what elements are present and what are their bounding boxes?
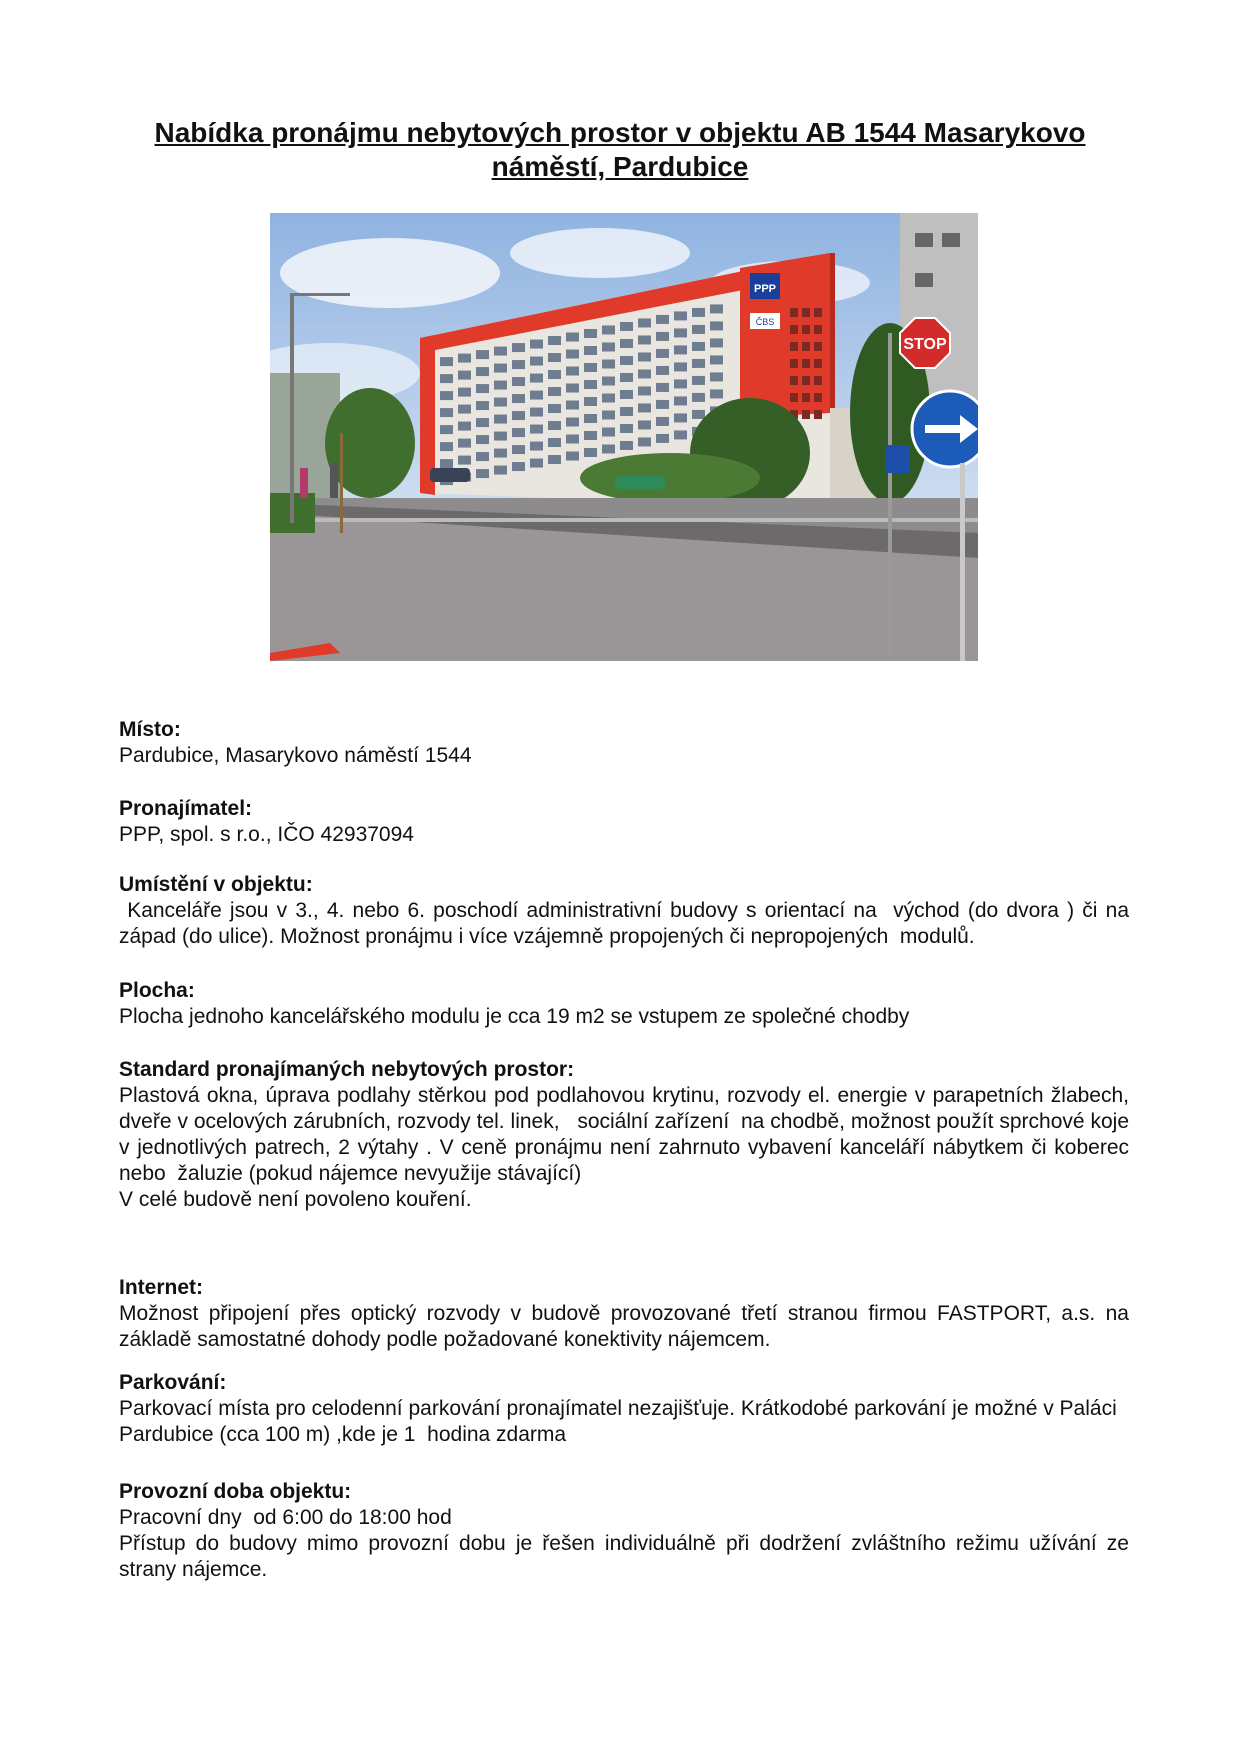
building-window — [802, 325, 810, 334]
building-window — [814, 393, 822, 402]
section-paragraph: Pracovní dny od 6:00 do 18:00 hod — [119, 1506, 452, 1529]
building-window — [440, 357, 453, 366]
building-window — [710, 304, 723, 313]
building-window — [674, 311, 687, 320]
building-window — [790, 342, 798, 351]
building-window — [692, 376, 705, 385]
building-window — [638, 318, 651, 327]
building-window — [638, 335, 651, 344]
building-window — [494, 398, 507, 407]
building-window — [584, 329, 597, 338]
building-window — [674, 328, 687, 337]
building-window — [802, 342, 810, 351]
building-window — [692, 359, 705, 368]
building-window — [494, 415, 507, 424]
title-line-1: Nabídka pronájmu nebytových prostor v objektu AB 1544 Masarykovo — [154, 117, 1086, 148]
building-window — [656, 417, 669, 426]
building-window — [710, 389, 723, 398]
building-window — [638, 403, 651, 412]
building-window — [584, 414, 597, 423]
building-window — [476, 401, 489, 410]
building-window — [814, 359, 822, 368]
building-window — [656, 349, 669, 358]
section-heading: Parkování: — [119, 1371, 227, 1394]
building-window — [512, 343, 525, 352]
building-window — [814, 308, 822, 317]
building-window — [802, 359, 810, 368]
building-window — [476, 452, 489, 461]
building-window — [530, 374, 543, 383]
building-window — [566, 452, 579, 461]
building-window — [584, 363, 597, 372]
building-window — [790, 325, 798, 334]
building-window — [674, 413, 687, 422]
building-window — [566, 418, 579, 427]
building-window — [458, 422, 471, 431]
building-window — [440, 425, 453, 434]
building-photo — [270, 213, 978, 661]
building-window — [476, 350, 489, 359]
facade-sign: ČBS — [755, 317, 775, 327]
building-window — [814, 410, 822, 419]
building-window — [530, 391, 543, 400]
building-window — [638, 386, 651, 395]
building-window — [458, 405, 471, 414]
building-window — [692, 308, 705, 317]
building-window — [458, 456, 471, 465]
building-window — [548, 404, 561, 413]
building-window — [620, 373, 633, 382]
section-heading: Pronajímatel: — [119, 797, 253, 820]
section-paragraph: Kanceláře jsou v 3., 4. nebo 6. poschodí administrativní budovy s orientací na východ (do dvora ) či na západ (do ulice). Možnost pronájmu i více vzájemně propojených či nepropojených modulů. — [119, 899, 1135, 948]
building-window — [584, 380, 597, 389]
building-window — [710, 355, 723, 364]
building-window — [692, 325, 705, 334]
building-window — [584, 431, 597, 440]
building-window — [620, 322, 633, 331]
building-window — [602, 427, 615, 436]
building-window — [512, 462, 525, 471]
building-window — [584, 397, 597, 406]
section-body — [119, 743, 1129, 769]
section-body — [119, 1505, 1135, 1583]
building-window — [530, 340, 543, 349]
section-standard — [119, 1057, 1135, 1213]
building-window — [602, 342, 615, 351]
building-window — [602, 393, 615, 402]
section-body — [119, 822, 1129, 848]
building-window — [512, 445, 525, 454]
building-window — [548, 336, 561, 345]
building-window — [566, 384, 579, 393]
stop-sign-text: STOP — [903, 336, 947, 353]
building-window — [602, 325, 615, 334]
building-window — [710, 321, 723, 330]
building-window — [566, 435, 579, 444]
building-window — [620, 390, 633, 399]
building-window — [512, 428, 525, 437]
building-window — [548, 353, 561, 362]
building-window — [602, 410, 615, 419]
building-window — [790, 393, 798, 402]
section-paragraph: PPP, spol. s r.o., IČO 42937094 — [119, 823, 414, 846]
building-window — [656, 400, 669, 409]
building-window — [458, 354, 471, 363]
building-window — [584, 448, 597, 457]
building-window — [458, 439, 471, 448]
building-window — [620, 339, 633, 348]
building-window — [458, 371, 471, 380]
building-window — [620, 441, 633, 450]
section-heading: Místo: — [119, 718, 181, 741]
building-window — [548, 438, 561, 447]
building-window — [494, 364, 507, 373]
building-window — [692, 393, 705, 402]
building-window — [494, 449, 507, 458]
section-heading: Internet: — [119, 1276, 203, 1299]
building-window — [512, 411, 525, 420]
building-window — [584, 346, 597, 355]
building-window — [790, 308, 798, 317]
section-paragraph: Pardubice, Masarykovo náměstí 1544 — [119, 744, 472, 767]
building-window — [674, 396, 687, 405]
building-window — [566, 401, 579, 410]
building-window — [656, 315, 669, 324]
building-window — [440, 408, 453, 417]
building-window — [548, 370, 561, 379]
section-paragraph: Plocha jednoho kancelářského modulu je cca 19 m2 se vstupem ze společné chodby — [119, 1005, 910, 1028]
section-umisteni — [119, 872, 1135, 950]
document-title — [110, 116, 1130, 184]
building-window — [602, 359, 615, 368]
building-window — [602, 376, 615, 385]
section-body — [119, 1301, 1135, 1353]
building-window — [638, 437, 651, 446]
section-heading: Plocha: — [119, 979, 195, 1002]
section-body — [119, 1004, 1129, 1030]
section-paragraph: Přístup do budovy mimo provozní dobu je řešen individuálně při dodržení zvláštního režimu užívání ze strany nájemce. — [119, 1532, 1135, 1581]
building-window — [512, 394, 525, 403]
building-window — [476, 384, 489, 393]
building-window — [512, 377, 525, 386]
building-window — [802, 410, 810, 419]
building-window — [656, 366, 669, 375]
building-window — [620, 424, 633, 433]
building-window — [458, 388, 471, 397]
building-window — [692, 410, 705, 419]
building-window — [638, 369, 651, 378]
building-window — [440, 459, 453, 468]
building-window — [638, 420, 651, 429]
building-window — [674, 362, 687, 371]
building-window — [802, 376, 810, 385]
section-paragraph: Možnost připojení přes optický rozvody v budově provozované třetí stranou firmou FASTPORT, a.s. na základě samostatné dohody podle požadované konektivity nájemcem. — [119, 1302, 1135, 1351]
building-window — [674, 430, 687, 439]
building-window — [512, 360, 525, 369]
section-plocha — [119, 978, 1129, 1030]
building-window — [476, 469, 489, 478]
building-window — [656, 434, 669, 443]
building-window — [620, 407, 633, 416]
section-body — [119, 1083, 1135, 1213]
building-window — [692, 342, 705, 351]
building-window — [710, 338, 723, 347]
building-window — [440, 391, 453, 400]
section-provozni-doba — [119, 1479, 1135, 1583]
building-window — [548, 421, 561, 430]
building-window — [530, 442, 543, 451]
section-heading: Provozní doba objektu: — [119, 1480, 352, 1503]
building-window — [674, 345, 687, 354]
building-window — [814, 376, 822, 385]
building-window — [638, 352, 651, 361]
building-window — [530, 408, 543, 417]
building-window — [814, 325, 822, 334]
building-window — [494, 381, 507, 390]
building-window — [548, 455, 561, 464]
building-window — [494, 432, 507, 441]
building-window — [566, 333, 579, 342]
section-parkovani — [119, 1370, 1129, 1448]
building-window — [656, 383, 669, 392]
building-window — [530, 357, 543, 366]
building-window — [566, 367, 579, 376]
section-body — [119, 898, 1135, 950]
section-misto — [119, 717, 1129, 769]
building-window — [802, 308, 810, 317]
section-pronajimatel — [119, 796, 1129, 848]
building-window — [530, 425, 543, 434]
building-window — [566, 350, 579, 359]
building-window — [814, 342, 822, 351]
building-window — [790, 359, 798, 368]
title-line-2: náměstí, Pardubice — [491, 151, 749, 182]
section-paragraph: Plastová okna, úprava podlahy stěrkou pod podlahovou krytinu, rozvody el. energie v parapetních žlabech, dveře v ocelových zárubních, rozvody tel. linek, sociální zařízení na chodbě, možnost použít sprchové koje v jednotlivých patrech, 2 výtahy . V ceně pronájmu není zahrnuto vybavení kanceláří nábytkem či koberec nebo žaluzie (pokud nájemce nevyužije stávající) — [119, 1084, 1135, 1185]
building-window — [620, 356, 633, 365]
building-window — [602, 444, 615, 453]
building-window — [476, 367, 489, 376]
facade-logo: PPP — [753, 283, 777, 295]
section-body — [119, 1396, 1129, 1448]
building-window — [440, 374, 453, 383]
building-window — [548, 387, 561, 396]
building-window — [476, 418, 489, 427]
building-window — [494, 347, 507, 356]
building-window — [530, 459, 543, 468]
building-window — [476, 435, 489, 444]
section-internet — [119, 1275, 1135, 1353]
section-heading: Standard pronajímaných nebytových prostor: — [119, 1058, 575, 1081]
building-window — [710, 372, 723, 381]
building-window — [440, 442, 453, 451]
section-heading: Umístění v objektu: — [119, 873, 313, 896]
section-paragraph: V celé budově není povoleno kouření. — [119, 1188, 472, 1211]
building-window — [674, 379, 687, 388]
section-paragraph: Parkovací místa pro celodenní parkování pronajímatel nezajišťuje. Krátkodobé parkování je možné v Paláci Pardubice (cca 100 m) ,kde je 1 hodina zdarma — [119, 1397, 1123, 1446]
building-window — [790, 376, 798, 385]
building-window — [494, 466, 507, 475]
building-window — [802, 393, 810, 402]
building-window — [656, 332, 669, 341]
